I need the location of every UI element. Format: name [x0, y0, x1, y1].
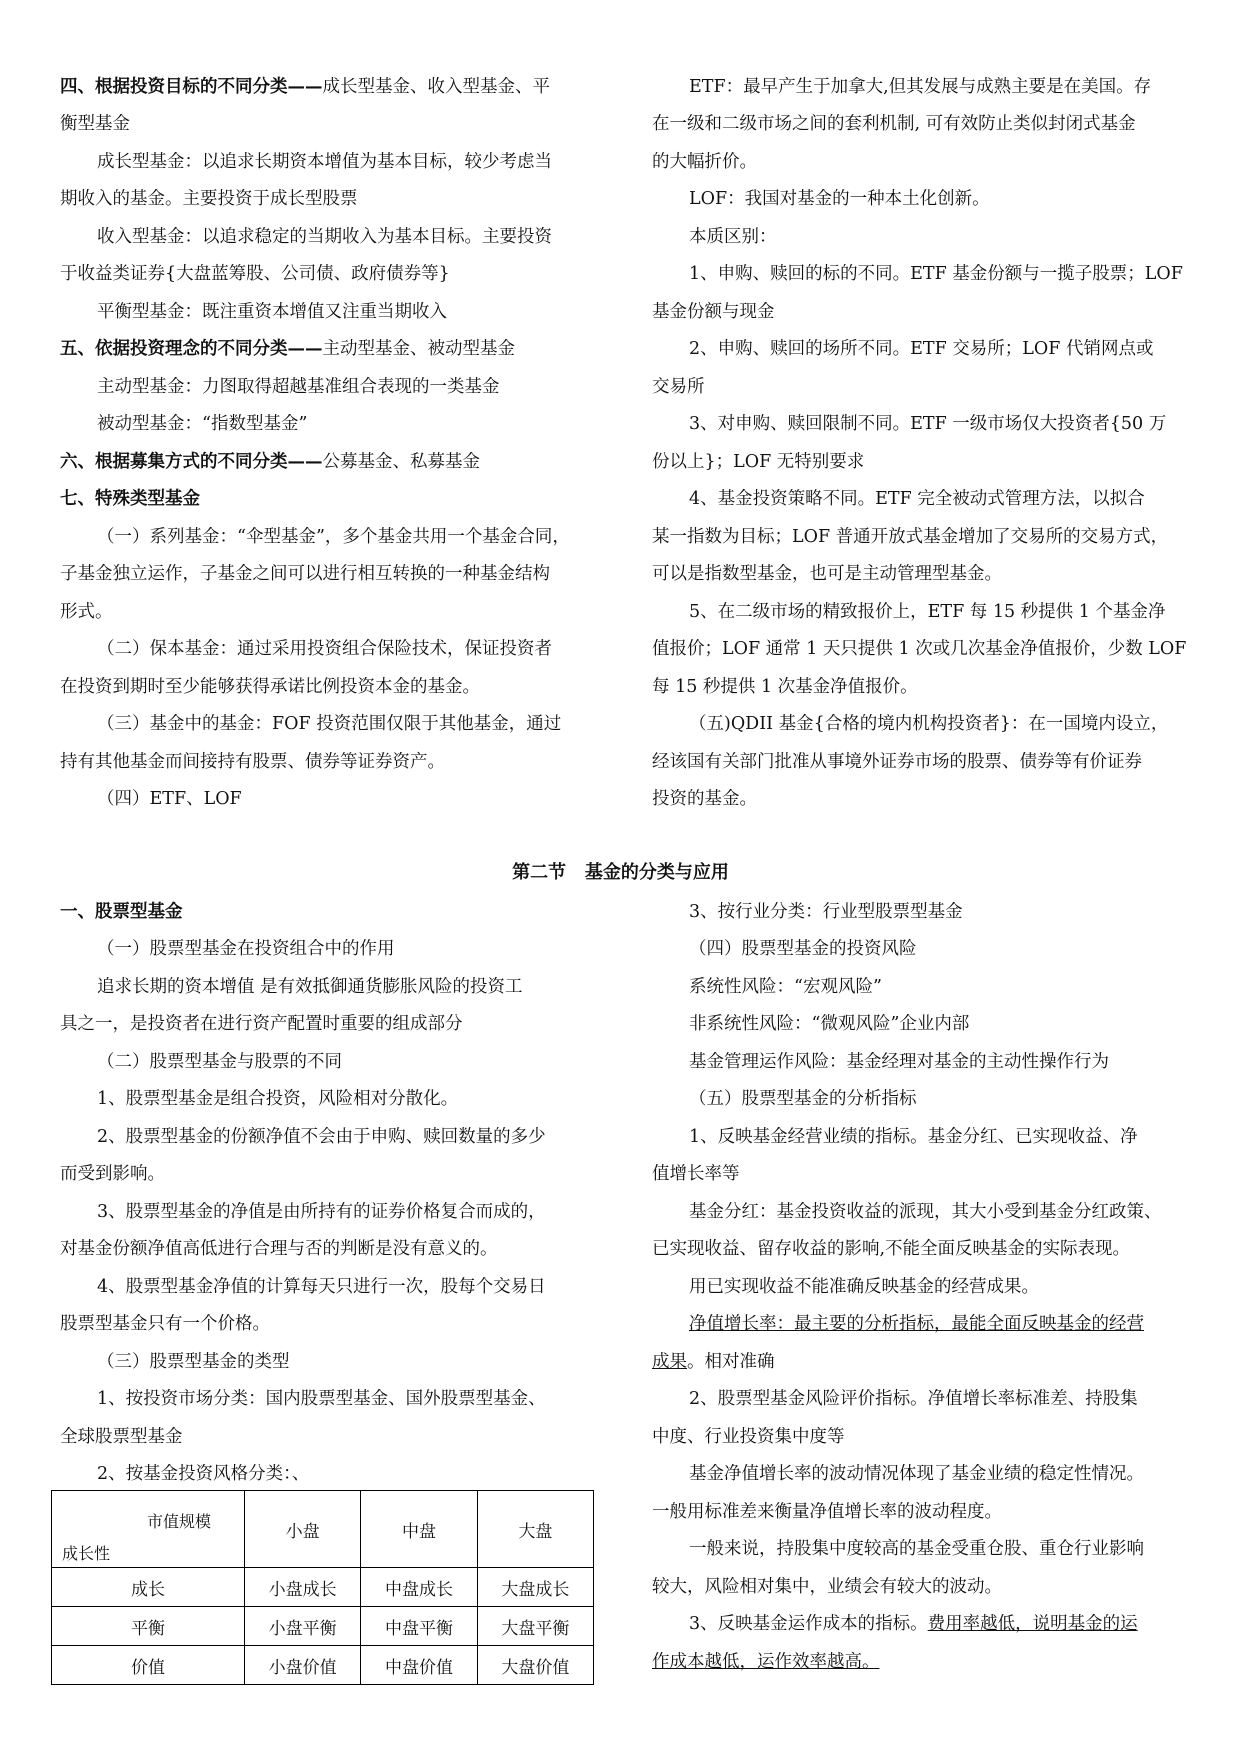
- text-line: 对基金份额净值高低进行合理与否的判断是没有意义的。: [60, 1239, 498, 1259]
- column-header: 中盘: [361, 1491, 477, 1568]
- text-line: 4、股票型基金净值的计算每天只进行一次，股每个交易日: [97, 1277, 546, 1297]
- text-line: 2、股票型基金风险评价指标。净值增长率标准差、持股集: [689, 1389, 1138, 1409]
- text-line: 基金分红：基金投资收益的派现，其大小受到基金分红政策、: [689, 1202, 1162, 1222]
- corner-label-growth: 成长性: [62, 1544, 111, 1563]
- text-line: 2、按基金投资风格分类：、: [97, 1464, 310, 1484]
- table-cell: 小盘价值: [245, 1646, 361, 1685]
- section-title: 第二节 基金的分类与应用: [512, 862, 729, 883]
- text-line: 用已实现收益不能准确反映基金的经营成果。: [689, 1277, 1039, 1297]
- text-line: 4、基金投资策略不同。ETF 完全被动式管理方法，以拟合: [689, 489, 1145, 509]
- table-cell: 大盘成长: [477, 1568, 593, 1607]
- text-line: （一）股票型基金在投资组合中的作用: [97, 939, 395, 959]
- text-line: 3、反映基金运作成本的指标。费用率越低，说明基金的运: [689, 1614, 1138, 1634]
- text-line: 一般来说，持股集中度较高的基金受重仓股、重仓行业影响: [689, 1539, 1144, 1559]
- table-cell: 小盘成长: [245, 1568, 361, 1607]
- text-line: 2、股票型基金的份额净值不会由于申购、赎回数量的多少: [97, 1127, 546, 1147]
- text-line: 基金净值增长率的波动情况体现了基金业绩的稳定性情况。: [689, 1464, 1144, 1484]
- text-line: 具之一，是投资者在进行资产配置时重要的组成部分: [60, 1014, 463, 1034]
- table-row: [52, 1646, 594, 1685]
- heading-by-fundraising: 六、根据募集方式的不同分类——公募基金、私募基金: [60, 452, 480, 472]
- text-line: 3、按行业分类：行业型股票型基金: [689, 902, 963, 922]
- text-line: （三）基金中的基金：FOF 投资范围仅限于其他基金，通过: [97, 714, 562, 734]
- column-header: 大盘: [477, 1491, 593, 1568]
- heading-by-investment-objective: 四、根据投资目标的不同分类——成长型基金、收入型基金、平: [60, 77, 550, 97]
- text-line: 本质区别：: [689, 227, 777, 247]
- text-line: 5、在二级市场的精致报价上，ETF 每 15 秒提供 1 个基金净: [689, 602, 1166, 622]
- text-line: 于收益类证券{大盘蓝筹股、公司债、政府债券等}: [60, 264, 450, 284]
- text-line: 主动型基金：力图取得超越基准组合表现的一类基金: [97, 377, 500, 397]
- text-line: 每 15 秒提供 1 次基金净值报价。: [652, 677, 918, 697]
- investment-style-table: [51, 1490, 594, 1685]
- text-line: 收入型基金：以追求稳定的当期收入为基本目标。主要投资: [97, 227, 552, 247]
- text-line: 成果。相对准确: [652, 1352, 775, 1372]
- underlined-text-line: 作成本越低，运作效率越高。: [652, 1652, 880, 1672]
- text-line: 投资的基金。: [652, 789, 757, 809]
- table-row: [52, 1607, 594, 1646]
- text-line: （四）ETF、LOF: [97, 789, 242, 809]
- text-line: （二）保本基金：通过采用投资组合保险技术，保证投资者: [97, 639, 552, 659]
- table-corner-cell: [52, 1491, 245, 1568]
- text-line: 基金份额与现金: [652, 302, 775, 322]
- text-line: 3、对申购、赎回限制不同。ETF 一级市场仅大投资者{50 万: [689, 414, 1167, 434]
- text-line: 平衡型基金：既注重资本增值又注重当期收入: [97, 302, 447, 322]
- text-line: 一般用标准差来衡量净值增长率的波动程度。: [652, 1502, 1002, 1522]
- text-line: 某一指数为目标；LOF 普通开放式基金增加了交易所的交易方式，: [652, 527, 1169, 547]
- text-line: （五）股票型基金的分析指标: [689, 1089, 917, 1109]
- text-line: 2、申购、赎回的场所不同。ETF 交易所；LOF 代销网点或: [689, 339, 1154, 359]
- table-cell: 大盘平衡: [477, 1607, 593, 1646]
- table-header-row: [52, 1491, 594, 1568]
- table-cell: 中盘价值: [361, 1646, 477, 1685]
- text-line: （三）股票型基金的类型: [97, 1352, 290, 1372]
- text-line: 非系统性风险：“微观风险”企业内部: [689, 1014, 970, 1034]
- text-line: 较大，风险相对集中，业绩会有较大的波动。: [652, 1577, 1002, 1597]
- text-line: 全球股票型基金: [60, 1427, 183, 1447]
- text-line: 1、按投资市场分类：国内股票型基金、国外股票型基金、: [97, 1389, 546, 1409]
- heading-special-funds: 七、特殊类型基金: [60, 489, 200, 509]
- text-line: 份以上}；LOF 无特别要求: [652, 452, 865, 472]
- text-line: （四）股票型基金的投资风险: [689, 939, 917, 959]
- text-line: 值增长率等: [652, 1164, 740, 1184]
- text-line: 形式。: [60, 602, 113, 622]
- text-line: LOF：我国对基金的一种本土化创新。: [689, 189, 990, 209]
- text-line: 基金管理运作风险：基金经理对基金的主动性操作行为: [689, 1052, 1109, 1072]
- column-header: 小盘: [245, 1491, 361, 1568]
- table-cell: 中盘平衡: [361, 1607, 477, 1646]
- table-row: [52, 1568, 594, 1607]
- table-cell: 小盘平衡: [245, 1607, 361, 1646]
- text-line: 被动型基金：“指数型基金”: [97, 414, 308, 434]
- row-header: 成长: [52, 1568, 245, 1607]
- heading-by-investment-philosophy: 五、依据投资理念的不同分类——主动型基金、被动型基金: [60, 339, 515, 359]
- text-line: 系统性风险：“宏观风险”: [689, 977, 882, 997]
- heading-stock-funds: 一、股票型基金: [60, 902, 183, 922]
- text-line: 1、申购、赎回的标的不同。ETF 基金份额与一揽子股票；LOF: [689, 264, 1183, 284]
- text-line: 1、反映基金经营业绩的指标。基金分红、已实现收益、净: [689, 1127, 1138, 1147]
- text-line: 成长型基金：以追求长期资本增值为基本目标，较少考虑当: [97, 152, 552, 172]
- text-line: 子基金独立运作，子基金之间可以进行相互转换的一种基金结构: [60, 564, 550, 584]
- text-line: 在投资到期时至少能够获得承诺比例投资本金的基金。: [60, 677, 480, 697]
- text-line: 在一级和二级市场之间的套利机制, 可有效防止类似封闭式基金: [652, 114, 1136, 134]
- text-line: （二）股票型基金与股票的不同: [97, 1052, 342, 1072]
- text-line: 交易所: [652, 377, 705, 397]
- text-line: 中度、行业投资集中度等: [652, 1427, 845, 1447]
- text-line: 已实现收益、留存收益的影响,不能全面反映基金的实际表现。: [652, 1239, 1131, 1259]
- text-line: 股票型基金只有一个价格。: [60, 1314, 270, 1334]
- underlined-text-line: 净值增长率：最主要的分析指标，最能全面反映基金的经营: [689, 1314, 1144, 1334]
- table-cell: 大盘价值: [477, 1646, 593, 1685]
- text-line: 3、股票型基金的净值是由所持有的证券价格复合而成的，: [97, 1202, 546, 1222]
- text-line: 持有其他基金而间接持有股票、债券等证券资产。: [60, 752, 445, 772]
- text-line: 衡型基金: [60, 114, 130, 134]
- text-line: 的大幅折价。: [652, 152, 757, 172]
- text-line: 期收入的基金。主要投资于成长型股票: [60, 189, 358, 209]
- text-line: 可以是指数型基金，也可是主动管理型基金。: [652, 564, 1002, 584]
- row-header: 平衡: [52, 1607, 245, 1646]
- text-line: 经该国有关部门批准从事境外证券市场的股票、债券等有价证券: [652, 752, 1142, 772]
- text-line: 1、股票型基金是组合投资，风险相对分散化。: [97, 1089, 459, 1109]
- row-header: 价值: [52, 1646, 245, 1685]
- text-line: 而受到影响。: [60, 1164, 165, 1184]
- text-line: ETF：最早产生于加拿大,但其发展与成熟主要是在美国。存: [689, 77, 1152, 97]
- table-cell: 中盘成长: [361, 1568, 477, 1607]
- text-line: （一）系列基金：“伞型基金”，多个基金共用一个基金合同，: [97, 527, 570, 547]
- text-line: 追求长期的资本增值 是有效抵御通货膨胀风险的投资工: [97, 977, 523, 997]
- corner-label-market-cap: 市值规模: [147, 1512, 212, 1531]
- text-line: （五)QDII 基金{合格的境内机构投资者}：在一国境内设立，: [689, 714, 1169, 734]
- text-line: 值报价；LOF 通常 1 天只提供 1 次或几次基金净值报价，少数 LOF: [652, 639, 1187, 659]
